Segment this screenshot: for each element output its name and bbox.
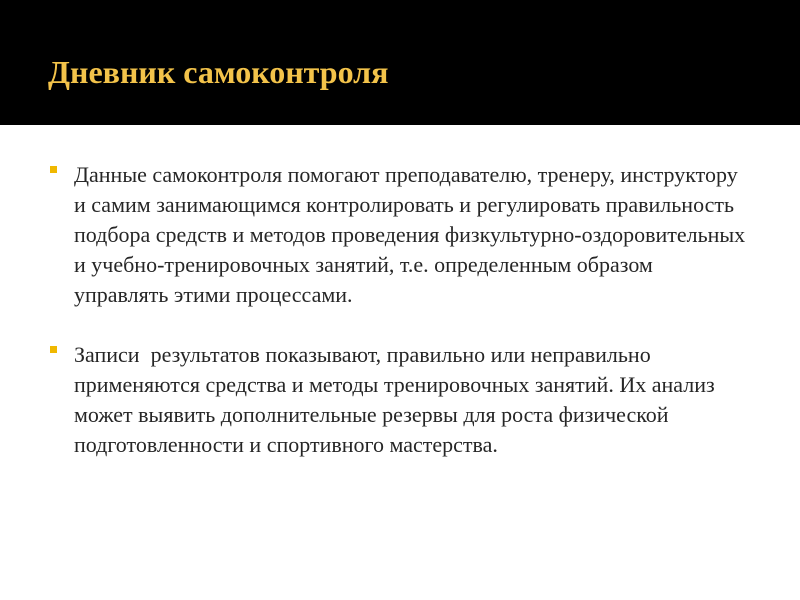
slide-content	[48, 160, 751, 460]
slide-title: Дневник самоконтроля	[48, 54, 389, 90]
bullet-text: Данные самоконтроля помогают преподавателю, тренеру, инструктору и самим занимающимся контролировать и регулировать правильность подбора средств и методов проведения физкультурно-оздоровительных и учебно-тренировочных занятий, т.е. определенным образом управлять этими процессами.	[74, 162, 751, 307]
bullet-item	[48, 160, 751, 310]
bullet-item	[48, 340, 748, 460]
title-band	[0, 0, 800, 125]
bullet-text: Записи результатов показывают, правильно или неправильно применяются средства и методы тренировочных занятий. Их анализ может выявить дополнительные резервы для роста физической подготовленности и спортивного мастерства.	[74, 342, 721, 457]
square-bullet-icon	[50, 166, 57, 173]
square-bullet-icon	[50, 346, 57, 353]
